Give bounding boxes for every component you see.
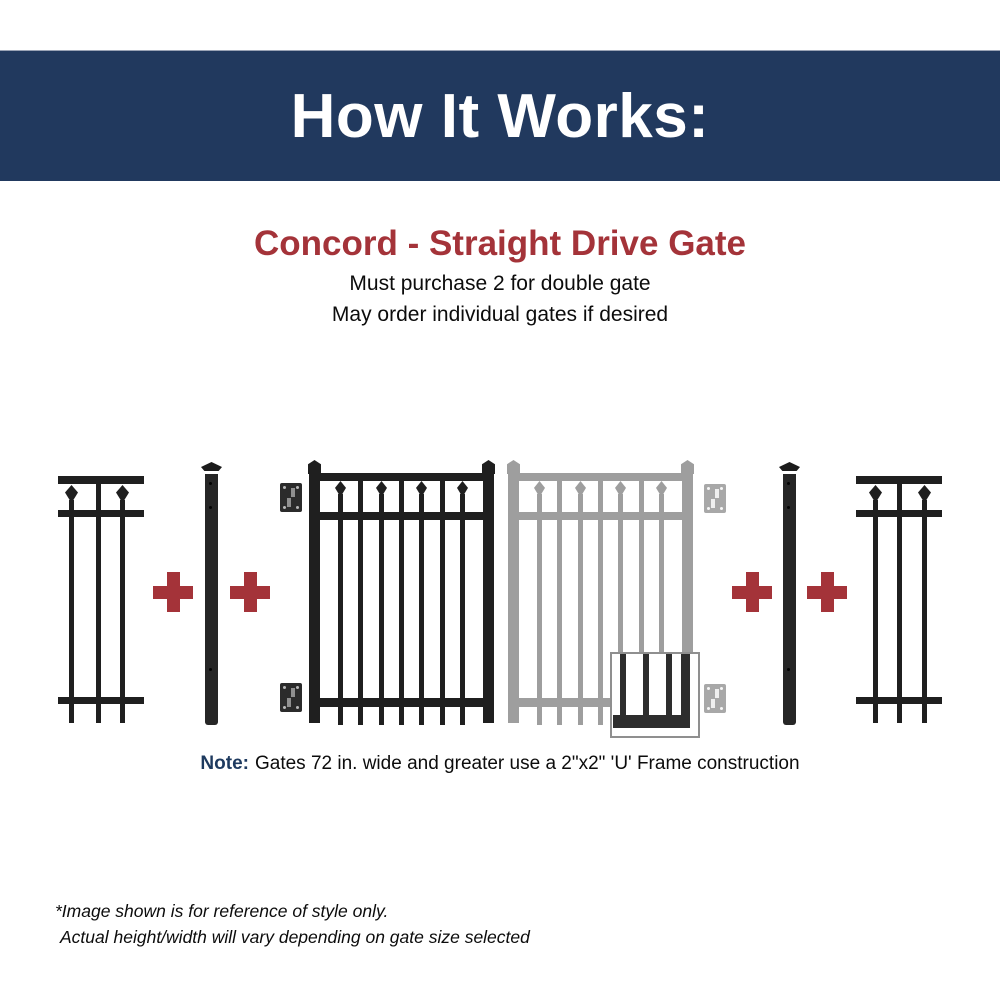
footnote-line-2: Actual height/width will vary depending on gate size selected xyxy=(60,927,530,947)
hinge-icon xyxy=(280,483,302,512)
size-note xyxy=(0,753,1000,775)
hinge-icon xyxy=(704,684,726,713)
assembly-diagram xyxy=(0,455,1000,755)
u-frame-detail-box xyxy=(610,652,700,738)
note-label: Note: xyxy=(200,753,249,774)
fence-panel-left xyxy=(58,476,144,723)
disclaimer xyxy=(55,898,530,950)
header-band xyxy=(0,50,1000,181)
post-cap-icon xyxy=(201,462,222,471)
line-post-right xyxy=(783,462,796,725)
plus-icon xyxy=(732,572,772,612)
product-subtitle-1: Must purchase 2 for double gate xyxy=(349,272,651,295)
line-post-left xyxy=(205,462,218,725)
product-name: Concord - Straight Drive Gate xyxy=(253,224,747,263)
fence-panel-right xyxy=(856,476,942,723)
gate-black xyxy=(309,460,494,725)
hinge-icon xyxy=(704,484,726,513)
product-subtitle-2: May order individual gates if desired xyxy=(331,303,669,326)
hinge-icon xyxy=(280,683,302,712)
plus-icon xyxy=(153,572,193,612)
footnote-line-1: *Image shown is for reference of style only. xyxy=(55,901,389,921)
plus-icon xyxy=(230,572,270,612)
post-cap-icon xyxy=(779,462,800,471)
plus-icon xyxy=(807,572,847,612)
page-title: How It Works: xyxy=(290,81,710,151)
note-text: Gates 72 in. wide and greater use a 2"x2" 'U' Frame construction xyxy=(254,753,800,774)
